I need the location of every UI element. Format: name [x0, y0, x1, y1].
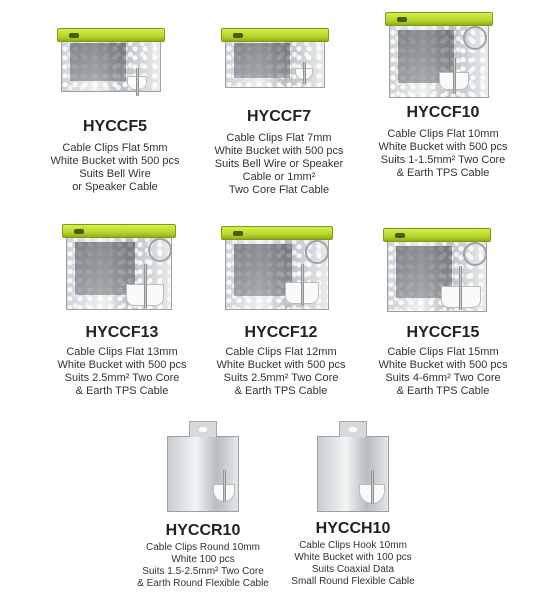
description-line: & Earth TPS Cable: [234, 385, 328, 397]
product-description: [47, 346, 197, 398]
description-line: Suits 2.5mm² Two Core: [223, 372, 339, 384]
product-hyccf5: [40, 22, 190, 194]
product-code: HYCCF15: [406, 324, 480, 341]
product-description: [128, 542, 278, 590]
description-line: & Earth TPS Cable: [396, 385, 490, 397]
description-line: White Bucket with 100 pcs: [294, 552, 412, 563]
product-code: HYCCR10: [165, 522, 241, 539]
description-line: Two Core Flat Cable: [228, 184, 330, 196]
description-line: Suits 2.5mm² Two Core: [64, 372, 180, 384]
description-line: White Bucket with 500 pcs: [57, 359, 187, 371]
description-line: White 100 pcs: [171, 554, 235, 565]
product-code: HYCCF10: [406, 104, 480, 121]
product-code: HYCCF13: [85, 324, 159, 341]
description-line: Cable Clips Flat 10mm: [387, 128, 499, 140]
description-line: White Bucket with 500 pcs: [214, 145, 344, 157]
description-line: White Bucket with 500 pcs: [378, 359, 508, 371]
product-description: [278, 540, 428, 588]
product-code: HYCCF5: [82, 118, 147, 135]
description-line: Small Round Flexible Cable: [291, 576, 415, 587]
description-line: Cable Clips Round 10mm: [146, 542, 260, 553]
description-line: Cable or 1mm²: [242, 171, 316, 183]
product-description: [368, 346, 518, 398]
description-line: Suits Coaxial Data: [311, 564, 395, 575]
product-code: HYCCF12: [244, 324, 318, 341]
product-image-hyccf12: [219, 224, 343, 312]
product-image-hycch10: [303, 418, 403, 514]
description-line: Cable Clips Flat 15mm: [387, 346, 499, 358]
product-code: HYCCH10: [315, 520, 391, 537]
description-line: & Earth TPS Cable: [396, 167, 490, 179]
product-description: [40, 142, 190, 194]
description-line: Suits 1.5-2.5mm² Two Core: [142, 566, 264, 577]
description-line: & Earth TPS Cable: [75, 385, 169, 397]
product-image-hyccr10: [153, 418, 253, 514]
description-line: Cable Clips Hook 10mm: [299, 540, 407, 551]
description-line: Cable Clips Flat 12mm: [225, 346, 337, 358]
description-line: White Bucket with 500 pcs: [50, 155, 180, 167]
product-description: [204, 132, 354, 197]
product-hyccf7: [204, 22, 354, 197]
product-code: HYCCF7: [246, 108, 311, 125]
product-hyccf15: [368, 226, 518, 398]
product-hyccr10: [128, 418, 278, 590]
product-hyccf12: [206, 224, 356, 398]
description-line: White Bucket with 500 pcs: [216, 359, 346, 371]
product-hyccf10: [368, 8, 518, 180]
product-hyccf13: [47, 222, 197, 398]
product-image-hyccf15: [381, 226, 505, 314]
description-line: Cable Clips Flat 7mm: [226, 132, 332, 144]
product-image-hyccf13: [60, 222, 184, 312]
product-description: [368, 128, 518, 180]
description-line: White Bucket with 500 pcs: [378, 141, 508, 153]
product-hycch10: [278, 418, 428, 588]
product-image-hyccf5: [55, 22, 175, 108]
description-line: Cable Clips Flat 5mm: [62, 142, 168, 154]
description-line: Suits Bell Wire or Speaker: [214, 158, 344, 170]
description-line: Suits 4-6mm² Two Core: [385, 372, 501, 384]
product-image-hyccf7: [219, 22, 339, 94]
description-line: Suits 1-1.5mm² Two Core: [380, 154, 506, 166]
product-image-hyccf10: [383, 8, 503, 104]
description-line: or Speaker Cable: [72, 181, 158, 193]
description-line: Suits Bell Wire: [79, 168, 151, 180]
description-line: Cable Clips Flat 13mm: [66, 346, 178, 358]
description-line: & Earth Round Flexible Cable: [137, 578, 269, 589]
product-description: [206, 346, 356, 398]
